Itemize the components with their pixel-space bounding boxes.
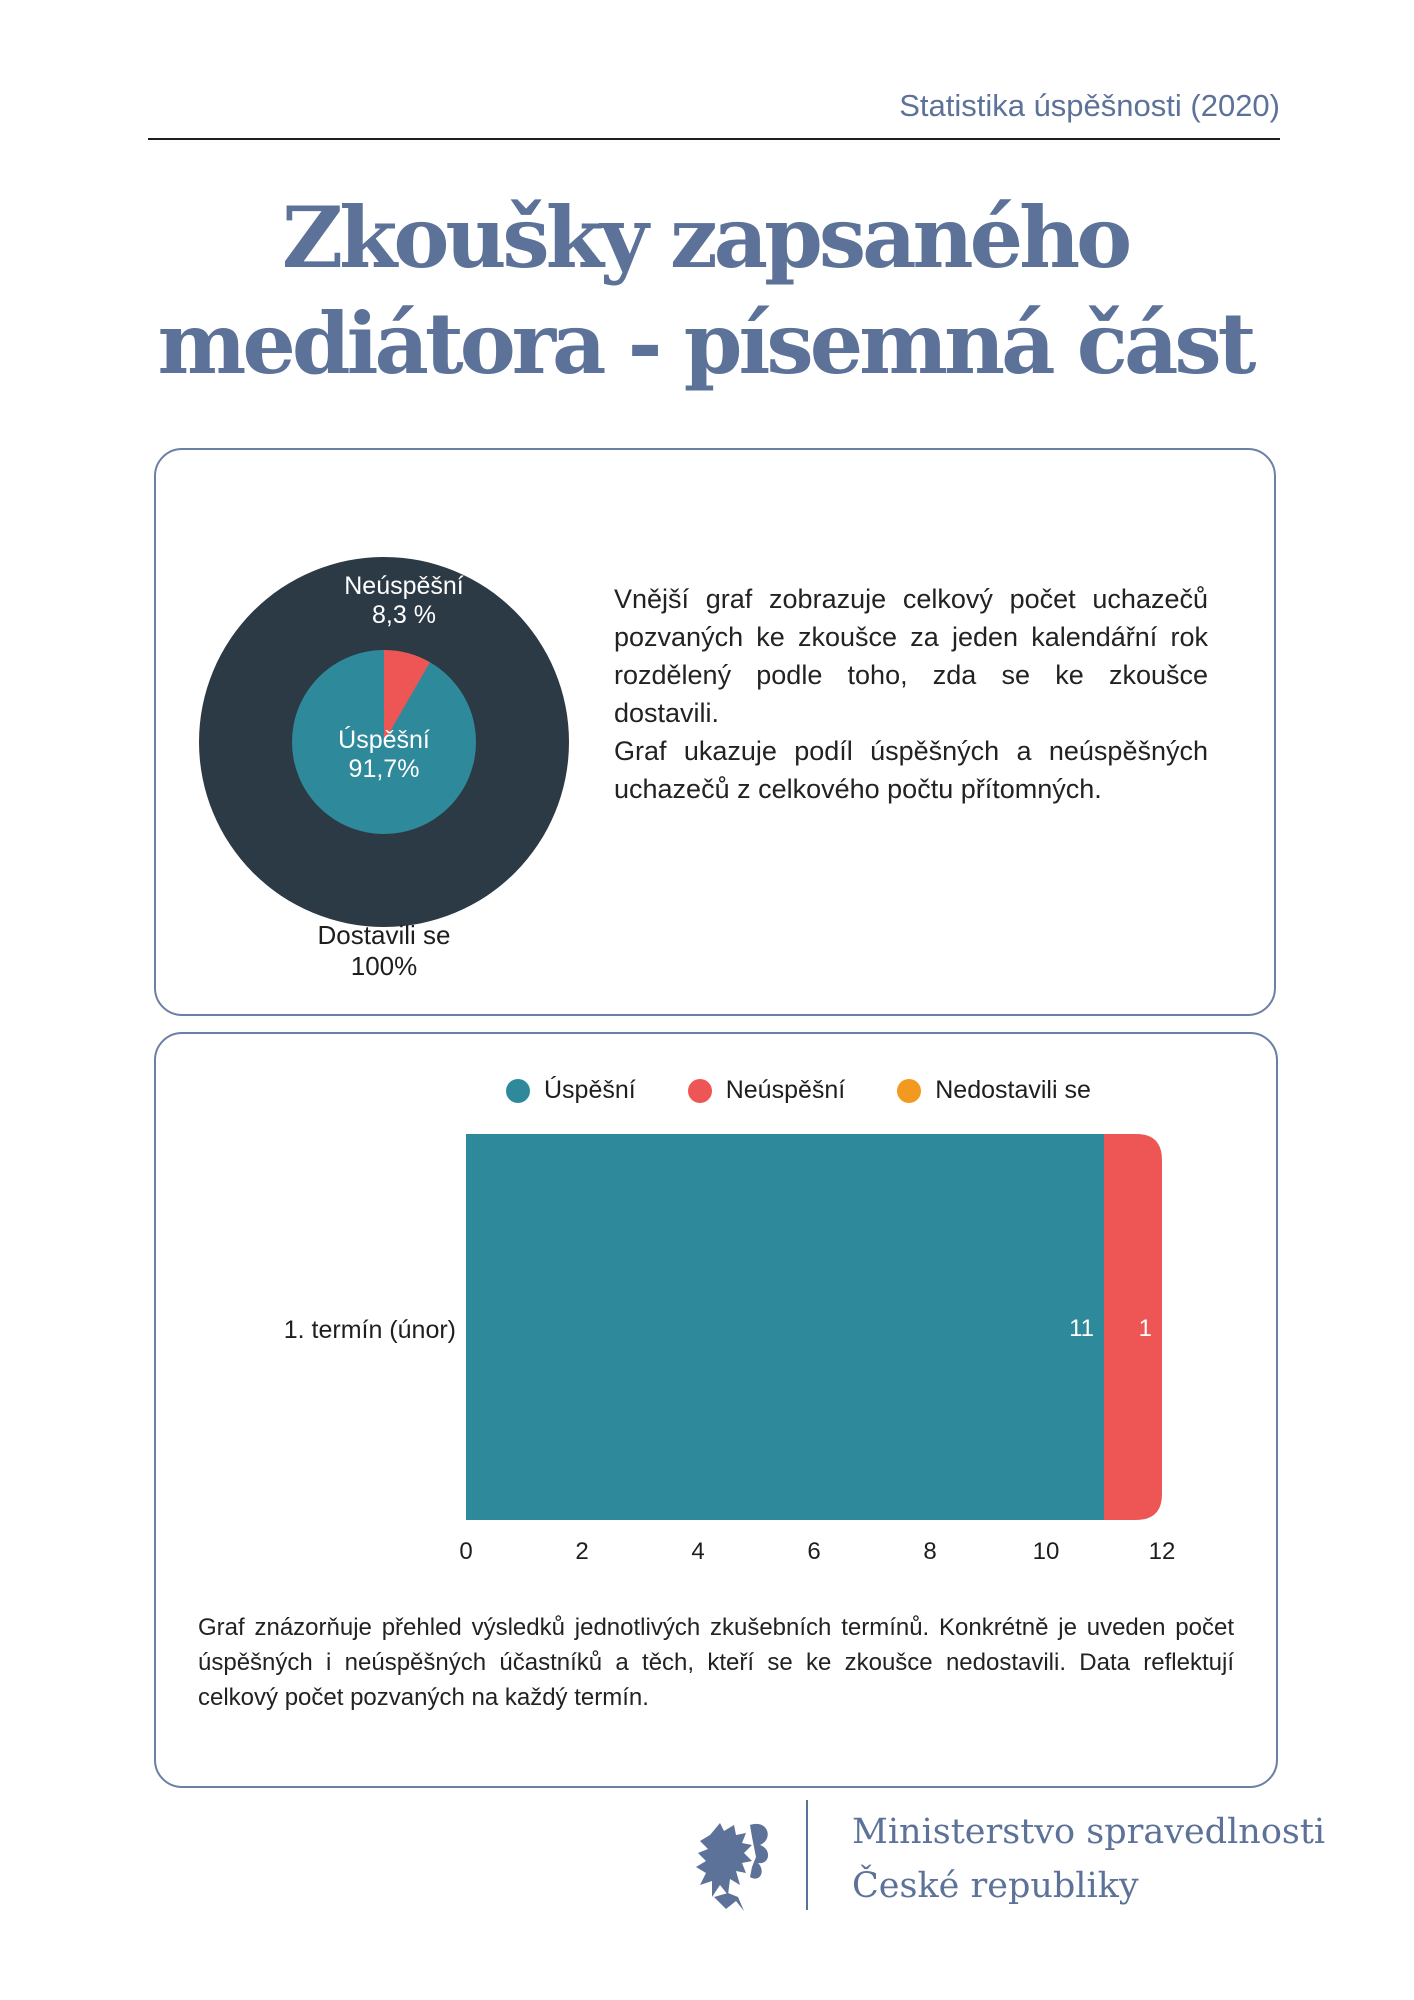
successful-label-value: 91,7% (348, 755, 420, 783)
successful-label-name: Úspěšní (338, 726, 430, 754)
page-title-line1: Zkoušky zapsaného (281, 188, 1129, 287)
x-axis-ticks (459, 1538, 1186, 1570)
x-tick-label: 0 (459, 1538, 473, 1565)
footer-divider (806, 1800, 808, 1910)
chart-legend (506, 1076, 1091, 1105)
chart-description-2: Graf ukazuje podíl úspěšných a neúspěšných uchazečů z celkového počtu přítomných. (614, 736, 1208, 804)
unsuccessful-label-name: Neúspěšní (344, 572, 464, 600)
bar-segment-0 (466, 1134, 1104, 1520)
attended-label-name: Dostavili se (317, 920, 451, 950)
legend-label-unsuccessful: Neúspěšní (725, 1076, 846, 1104)
chart-caption: Graf znázorňuje přehled výsledků jednotlivých zkušebních termínů. Konkrétně je uveden počet úspěšných i neúspěšných účastníků a těch, kteří se ke zkoušce nedostavili. Data reflektují celkový počet pozvaných na každý termín. (198, 1614, 1234, 1711)
page-title (150, 185, 1260, 397)
legend-label-absent: Nedostavili se (935, 1076, 1091, 1104)
results-card (154, 1032, 1278, 1788)
legend-dot-unsuccessful (688, 1079, 712, 1103)
x-tick-label: 12 (1148, 1538, 1176, 1565)
unsuccessful-label-value: 8,3 % (372, 601, 436, 629)
attended-label (264, 920, 504, 982)
category-label: 1. termín (únor) (283, 1316, 456, 1344)
bar-segment-1 (1104, 1134, 1162, 1520)
legend-label-successful: Úspěšní (544, 1076, 636, 1104)
x-tick-label: 6 (807, 1538, 821, 1565)
legend-item-successful (506, 1076, 636, 1105)
unsuccessful-label (324, 572, 484, 630)
legend-item-absent (897, 1076, 1091, 1105)
attendance-card (154, 448, 1276, 1016)
czech-lion-emblem-icon (690, 1805, 780, 1915)
x-tick-label: 4 (691, 1538, 705, 1565)
successful-label (304, 726, 464, 784)
legend-dot-absent (897, 1079, 921, 1103)
legend-item-unsuccessful (688, 1076, 846, 1105)
attended-label-value: 100% (350, 951, 418, 981)
bar-value-label-1: 1 (1138, 1315, 1152, 1342)
bar-value-label-0: 11 (1069, 1315, 1094, 1342)
ministry-name-line1: Ministerstvo spravedlnosti (852, 1812, 1326, 1852)
page-title-line2: mediátora - písemná část (157, 294, 1253, 393)
ministry-name-line2: České republiky (852, 1866, 1139, 1906)
results-bar-chart (466, 1134, 1186, 1526)
x-tick-label: 8 (923, 1538, 937, 1565)
header-divider (148, 138, 1280, 140)
page-header: Statistika úspěšnosti (2020) (899, 88, 1280, 123)
x-tick-label: 2 (575, 1538, 589, 1565)
chart-description-1: Vnější graf zobrazuje celkový počet uchazečů pozvaných ke zkoušce za jeden kalendářní rok rozdělený podle toho, zda se ke zkoušce dostavili. (614, 584, 1208, 728)
x-tick-label: 10 (1032, 1538, 1060, 1565)
legend-dot-successful (506, 1079, 530, 1103)
